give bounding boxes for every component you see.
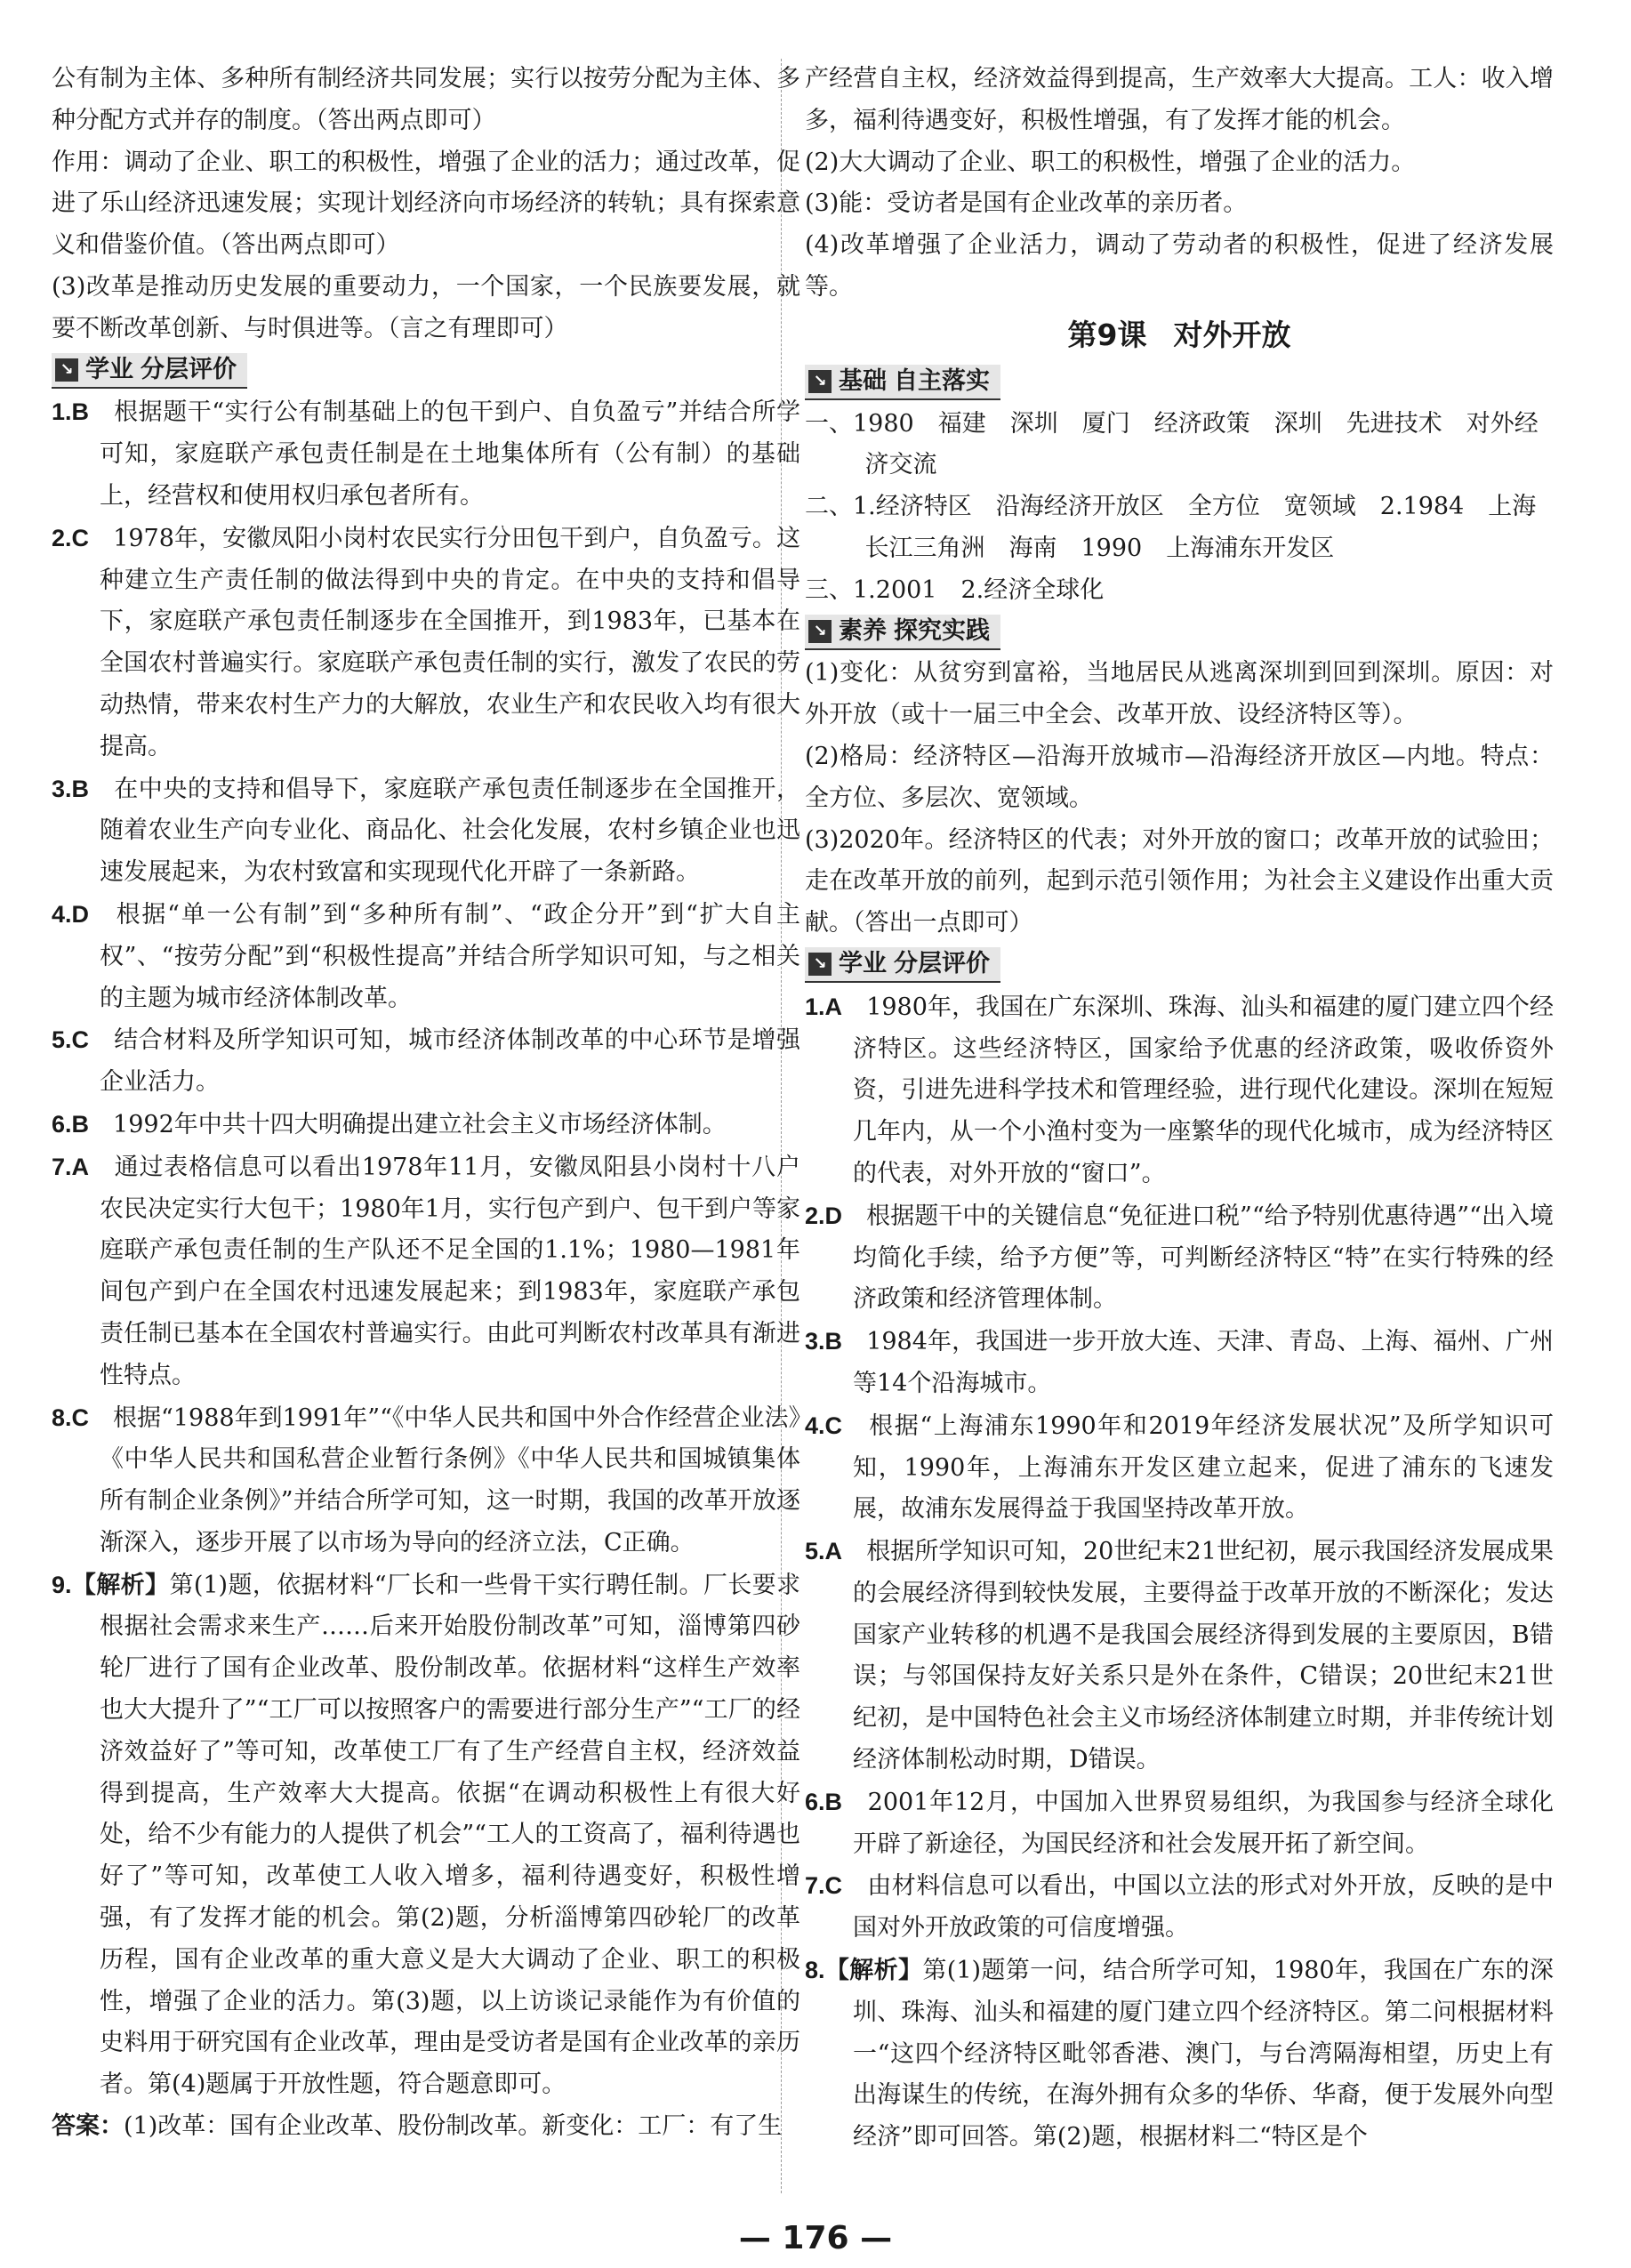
answer-item: 2.D 根据题干中的关键信息“免征进口税”“给予特别优惠待遇”“出入境均简化手续，给予方便”等，可判断经济特区“特”在实行特殊的经济政策和经济管理体制。 — [805, 1202, 1555, 1314]
arrow-icon: ↘ — [808, 620, 832, 643]
answer-item: 1.B 根据题干“实行公有制基础上的包干到户、自负盈亏”并结合所学可知，家庭联产承包责任制是在土地集体所有（公有制）的基础上，经营权和使用权归承包者所有。 — [52, 398, 800, 510]
intro-paragraph: 公有制为主体、多种所有制经济共同发展；实行以按劳分配为主体、多种分配方式并存的制度。（答出两点即可） — [52, 65, 800, 134]
answer-item: 6.B 2001年12月，中国加入世界贸易组织，为我国参与经济全球化开辟了新途径，为国民经济和社会发展开拓了新空间。 — [805, 1788, 1554, 1858]
answer-item: 4.D 根据“单一公有制”到“多种所有制”、“政企分开”到“扩大自主权”、“按劳分配”到“积极性提高”并结合所学知识可知，与之相关的主题为城市经济体制改革。 — [52, 900, 801, 1012]
answer-item: 5.A 根据所学知识可知，20世纪末21世纪初，展示我国经济发展成果的会展经济得到较快发展，主要得益于改革开放的不断深化；发达国家产业转移的机遇不是我国会展经济得到发展的主要原因，B错误；与邻国保持友好关系只是外在条件，C错误；20世纪末21世纪初，是中国特色社会主义市场经济体制建立时期，并非传统计划经济体制松动时期，D错误。 — [805, 1538, 1554, 1774]
answer-item: 7.C 由材料信息可以看出，中国以立法的形式对外开放，反映的是中国对外开放政策的可信度增强。 — [805, 1872, 1555, 1942]
basic-line: 二、1.经济特区 沿海经济开放区 全方位 宽领域 2.1984 上海 长江三角洲 海南 1990 上海浦东开发区 — [805, 493, 1561, 562]
right-column — [805, 59, 1561, 2159]
continued-paragraph: 产经营自主权，经济效益得到提高，生产效率大大提高。工人：收入增多，福利待遇变好，积极性增强，有了发挥才能的机会。 — [805, 65, 1554, 134]
arrow-icon: ↘ — [808, 953, 832, 976]
section-header-evaluation — [52, 350, 800, 392]
answer-item: 4.C 根据“上海浦东1990年和2019年经济发展状况”及所学知识可知，1990年，上海浦东开发区建立起来，促进了浦东的飞速发展，故浦东发展得益于我国坚持改革开放。 — [805, 1411, 1555, 1524]
section-header-evaluation — [805, 945, 1554, 986]
answer-item: 2.C 1978年，安徽凤阳小岗村农民实行分田包干到户，自负盈亏。这种建立生产责任制的做法得到中央的肯定。在中央的支持和倡导下，家庭联产承包责任制逐步在全国推开，到1983年，已基本在全国农村普遍实行。家庭联产承包责任制的实行，激发了农民的劳动热情，带来农村生产力的大解放，农业生产和农民收入均有很大提高。 — [52, 524, 801, 760]
answer-item: 1.A 1980年，我国在广东深圳、珠海、汕头和福建的厦门建立四个经济特区。这些经济特区，国家给予优惠的经济政策，吸收侨资外资，引进先进科学技术和管理经验，进行现代化建设。深圳在短短几年内，从一个小渔村变为一座繁华的现代化城市，成为经济特区的代表，对外开放的“窗口”。 — [805, 993, 1555, 1187]
answer-item: 5.C 结合材料及所学知识可知，城市经济体制改革的中心环节是增强企业活力。 — [52, 1026, 801, 1097]
quality-line: (2)格局：经济特区—沿海开放城市—沿海经济开放区—内地。特点：全方位、多层次、宽领域。 — [805, 742, 1554, 812]
answer-item: 7.A 通过表格信息可以看出1978年11月，安徽凤阳县小岗村十八户农民决定实行大包干；1980年1月，实行包产到户、包干到户等家庭联产承包责任制的生产队还不足全国的1.1%；1980—1981年间包产到户在全国农村迅速发展起来；到1983年，家庭联产承包责任制已基本在全国农村普遍实行。由此可判断农村改革具有渐进性特点。 — [52, 1153, 800, 1389]
section-header-quality — [805, 612, 1554, 654]
intro-paragraph: 作用：调动了企业、职工的积极性，增强了企业的活力；通过改革，促进了乐山经济迅速发展；实现计划经济向市场经济的转轨；具有探索意义和借鉴价值。（答出两点即可） — [52, 148, 800, 260]
section-badge: ↘ 基础 自主落实 — [805, 365, 1000, 400]
continued-paragraph: (3)能：受访者是国有企业改革的亲历者。 — [805, 189, 1248, 218]
arrow-icon: ↘ — [808, 370, 832, 393]
basic-line: 三、1.2001 2.经济全球化 — [805, 575, 1105, 604]
answer-item: 3.B 1984年，我国进一步开放大连、天津、青岛、上海、福州、广州等14个沿海城市。 — [805, 1328, 1555, 1397]
lesson-title: 第9课 对外开放 — [1067, 317, 1291, 352]
answer-item-analysis: 9.【解析】第(1)题，依据材料“厂长和一些骨干实行聘任制。厂长要求根据社会需求来生产……后来开始股份制改革”可知，淄博第四砂轮厂进行了国有企业改革、股份制改革。依据材料“这样生产效率也大大提升了”“工厂可以按照客户的需要进行部分生产”“工厂的经济效益好了”等可知，改革使工厂有了生产经营自主权，经济效益得到提高，生产效率大大提高。依据“在调动积极性上有很大好处，给不少有能力的人提供了机会”“工人的工资高了，福利待遇也好了”等可知，改革使工人收入增多，福利待遇变好，积极性增强，有了发挥才能的机会。第(2)题，分析淄博第四砂轮厂的改革历程，国有企业改革的重大意义是大大调动了企业、职工的积极性，增强了企业的活力。第(3)题，以上访谈记录能作为有价值的史料用于研究国有企业改革，理由是受访者是国有企业改革的亲历者。第(4)题属于开放性题，符合题意即可。 — [52, 1571, 800, 2099]
answer-line: 答案：(1)改革：国有企业改革、股份制改革。新变化：工厂：有了生 — [52, 2112, 783, 2141]
section-badge: ↘ 学业 分层评价 — [52, 353, 247, 389]
basic-line: 一、1980 福建 深圳 厦门 经济政策 深圳 先进技术 对外经济交流 — [805, 409, 1539, 479]
quality-line: (1)变化：从贫穷到富裕，当地居民从逃离深圳到回到深圳。原因：对外开放（或十一届三中全会、改革开放、设经济特区等）。 — [805, 659, 1554, 729]
arrow-icon: ↘ — [55, 358, 78, 382]
section-badge: ↘ 素养 探究实践 — [805, 615, 1000, 650]
intro-paragraph: (3)改革是推动历史发展的重要动力，一个国家，一个民族要发展，就要不断改革创新、与时俱进等。（言之有理即可） — [52, 272, 800, 342]
continued-paragraph: (2)大大调动了企业、职工的积极性，增强了企业的活力。 — [805, 148, 1416, 176]
answer-item: 6.B 1992年中共十四大明确提出建立社会主义市场经济体制。 — [52, 1110, 727, 1138]
section-badge: ↘ 学业 分层评价 — [805, 947, 1000, 983]
left-column — [52, 59, 800, 2148]
answer-item-analysis: 8.【解析】第(1)题第一问，结合所学可知，1980年，我国在广东的深圳、珠海、汕头和福建的厦门建立四个经济特区。第二问根据材料一“这四个经济特区毗邻香港、澳门，与台湾隔海相望，历史上有出海谋生的传统，在海外拥有众多的华侨、华裔，便于发展外向型经济”即可回答。第(2)题，根据材料二“特区是个 — [805, 1957, 1554, 2151]
page-number: — 176 — — [738, 2220, 893, 2256]
answer-item: 8.C 根据“1988年到1991年”“《中华人民共和国中外合作经营企业法》《中华人民共和国私营企业暂行条例》《中华人民共和国城镇集体所有制企业条例》”并结合所学可知，这一时期，我国的改革开放逐渐深入，逐步开展了以市场为导向的经济立法，C正确。 — [52, 1403, 800, 1556]
answer-item: 3.B 在中央的支持和倡导下，家庭联产承包责任制逐步在全国推开，随着农业生产向专业化、商品化、社会化发展，农村乡镇企业也迅速发展起来，为农村致富和实现现代化开辟了一条新路。 — [52, 775, 801, 887]
section-header-basic — [805, 362, 1554, 404]
continued-paragraph: (4)改革增强了企业活力，调动了劳动者的积极性，促进了经济发展等。 — [805, 231, 1554, 301]
quality-line: (3)2020年。经济特区的代表；对外开放的窗口；改革开放的试验田；走在改革开放的前列，起到示范引领作用；为社会主义建设作出重大贡献。（答出一点即可） — [805, 825, 1554, 937]
